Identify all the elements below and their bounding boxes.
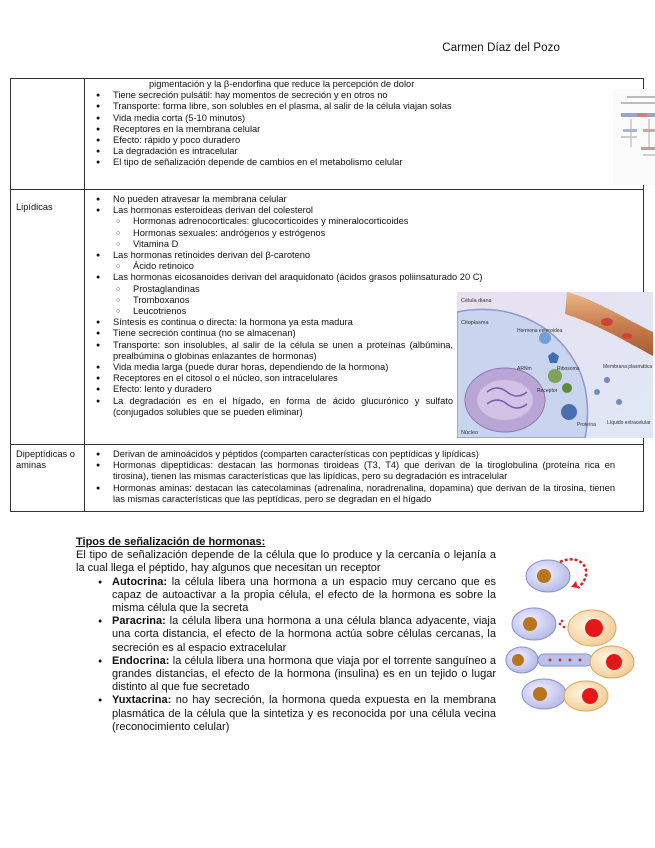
list-item: ● Endocrina: la célula libera una hormona que viaja por el torrente sanguíneo a grandes distancias, el efecto de la hormona (insulina) es en un tejido o lugar distinto al que fue secretado: [76, 655, 496, 695]
list-item: ● Transporte: forma libre, son solubles en el plasma, al salir de la célula viajan solas: [85, 101, 525, 112]
cell-label: Receptor: [537, 388, 558, 394]
sub-list-item: ○ Leucotrienos: [85, 306, 563, 317]
list-item: ● Tiene secreción pulsátil: hay momentos de secreción y en otros no: [85, 90, 525, 101]
target-nucleus: [606, 654, 622, 670]
list-item: ● Vida media corta (5-10 minutos): [85, 113, 525, 124]
table-row-dipeptidicas: [11, 445, 644, 512]
author-name: Carmen Díaz del Pozo: [442, 42, 560, 54]
hormone-types-table: [10, 78, 653, 512]
table-row-peptidicas: [11, 79, 644, 190]
list-item: ● La degradación es intracelular: [85, 146, 525, 157]
list-item: ● Autocrina: la célula libera una hormona a un espacio muy cercano que es capaz de autoactivar a la propia célula, el efecto de la hormona es sobre la misma célula que la secreta: [76, 576, 496, 616]
category-cell: Dipeptídicas o aminas: [11, 445, 85, 512]
list-item: ● Derivan de aminoácidos y péptidos (comparten características con peptídicas y lipídicas): [85, 449, 615, 460]
cell-nucleus: [523, 617, 537, 631]
sub-list-item: ○ Vitamina D: [85, 239, 525, 250]
cell-nucleus: [512, 654, 524, 666]
list-item: ● Transporte: son insolubles, al salir de la célula se unen a proteínas (albúmina, prealbúmina o globinas enlazantes de hormonas): [85, 340, 453, 362]
bullet-list: [85, 90, 525, 168]
signaling-list: [76, 576, 496, 734]
sub-list: [85, 216, 525, 250]
bullet-list: [85, 445, 615, 505]
content-cell: [85, 79, 644, 190]
list-item: ● Efecto: lento y duradero: [85, 384, 453, 395]
list-item: ● Yuxtacrina: no hay secreción, la hormona queda expuesta en la membrana plasmática de la célula que la sintetiza y es reconocida por una célula vecina (reconocimiento celular): [76, 694, 496, 734]
list-item: ● Tiene secreción continua (no se almacenan): [85, 328, 453, 339]
sub-list-item: ○ Hormonas adrenocorticales: glucocorticoides y mineralocorticoides: [85, 216, 525, 227]
target-nucleus: [582, 688, 598, 704]
cell-label: Líquido extracelular: [607, 420, 651, 426]
list-item: ● Las hormonas retinoides derivan del β-caroteno ○ Ácido retinoico: [85, 250, 525, 272]
continuation-line: pigmentación y la β-endorfina que reduce la percepción de dolor: [149, 79, 415, 89]
content-cell: [85, 445, 644, 512]
sub-list-item: ○ Ácido retinoico: [85, 261, 525, 272]
list-item: ● Receptores en la membrana celular: [85, 124, 525, 135]
category-cell: [11, 79, 85, 190]
blood-vessel: [538, 654, 592, 666]
cell-label: Célula diana: [461, 298, 492, 304]
sub-list-item: ○ Prostaglandinas: [85, 284, 563, 295]
cell-label: Citoplasma: [461, 320, 489, 326]
sub-list-item: ○ Tromboxanos: [85, 295, 563, 306]
cell-label: Hormona esteroidea: [517, 328, 563, 334]
signaling-types-illustration: [500, 548, 640, 713]
list-item: ● Efecto: rápido y poco duradero: [85, 135, 525, 146]
target-nucleus: [585, 619, 603, 637]
category-cell: Lipídicas: [11, 190, 85, 445]
sub-list: [85, 261, 525, 272]
list-item: ● No pueden atravesar la membrana celular: [85, 194, 525, 205]
list-item: ● La degradación es en el hígado, en forma de ácido glucurónico y sulfato (conjugados solubles que se pueden eliminar): [85, 396, 453, 418]
list-item: ● Hormonas dipeptídicas: destacan las hormonas tiroideas (T3, T4) que derivan de la tiroglobulina (proteína rica en tirosina), tienen las mismas características que las lipídicas, pero su degradación es intracelular: [85, 460, 615, 482]
list-item: ● Síntesis es continua o directa: la hormona ya esta madura: [85, 317, 453, 328]
content-cell: [85, 190, 653, 445]
signaling-section: [76, 536, 496, 734]
cell-label: Membrana plasmática: [603, 364, 653, 370]
steroid-hormone-cell-figure: [457, 292, 653, 438]
cell-nucleus: [533, 687, 547, 701]
list-item: ● Las hormonas eicosanoides derivan del araquidonato (ácidos grasos poliinsaturado 20 C) ○ Prostaglandinas ○ Tromboxanos ○ Leucotrienos: [85, 272, 563, 317]
sub-list-item: ○ Hormonas sexuales: andrógenos y estrógenos: [85, 228, 525, 239]
list-item: ● Paracrina: la célula libera una hormona a una célula blanca adyacente, viaja una corta distancia, el efecto de la hormona actúa sobre células cercanas, la secreción es al espacio extracelular: [76, 615, 496, 655]
cell-label: Núcleo: [461, 430, 479, 436]
list-item: ● Receptores en el citosol o el núcleo, son intracelulares: [85, 373, 453, 384]
list-item: ● Hormonas aminas: destacan las catecolaminas (adrenalina, noradrenalina, dopamina) que derivan de la tirosina, tienen las mismas características que las peptídicas, pero se degradan en el hígado: [85, 483, 615, 505]
table-row-lipidicas: [11, 190, 644, 445]
list-item: ● Vida media larga (puede durar horas, dependiendo de la hormona): [85, 362, 453, 373]
section-title: Tipos de señalización de hormonas:: [76, 536, 266, 548]
cell-label: ARNm: [517, 366, 532, 372]
cell-nucleus: [537, 569, 551, 583]
cell-label: Proteína: [577, 422, 596, 428]
cell-label: Ribosoma: [557, 366, 580, 372]
peptide-processing-diagram: [613, 89, 655, 185]
list-item: ● El tipo de señalización depende de cambios en el metabolismo celular: [85, 157, 525, 168]
list-item: ● Las hormonas esteroideas derivan del colesterol ○ Hormonas adrenocorticales: glucocorticoides y mineralocorticoides ○ Hormonas sexuales: andrógenos y estrógenos ○ Vitamina D: [85, 205, 525, 250]
section-intro: El tipo de señalización depende de la célula que lo produce y la cercanía o lejanía a la cual llega el péptido, hay algunos que necesitan un receptor: [76, 549, 496, 575]
